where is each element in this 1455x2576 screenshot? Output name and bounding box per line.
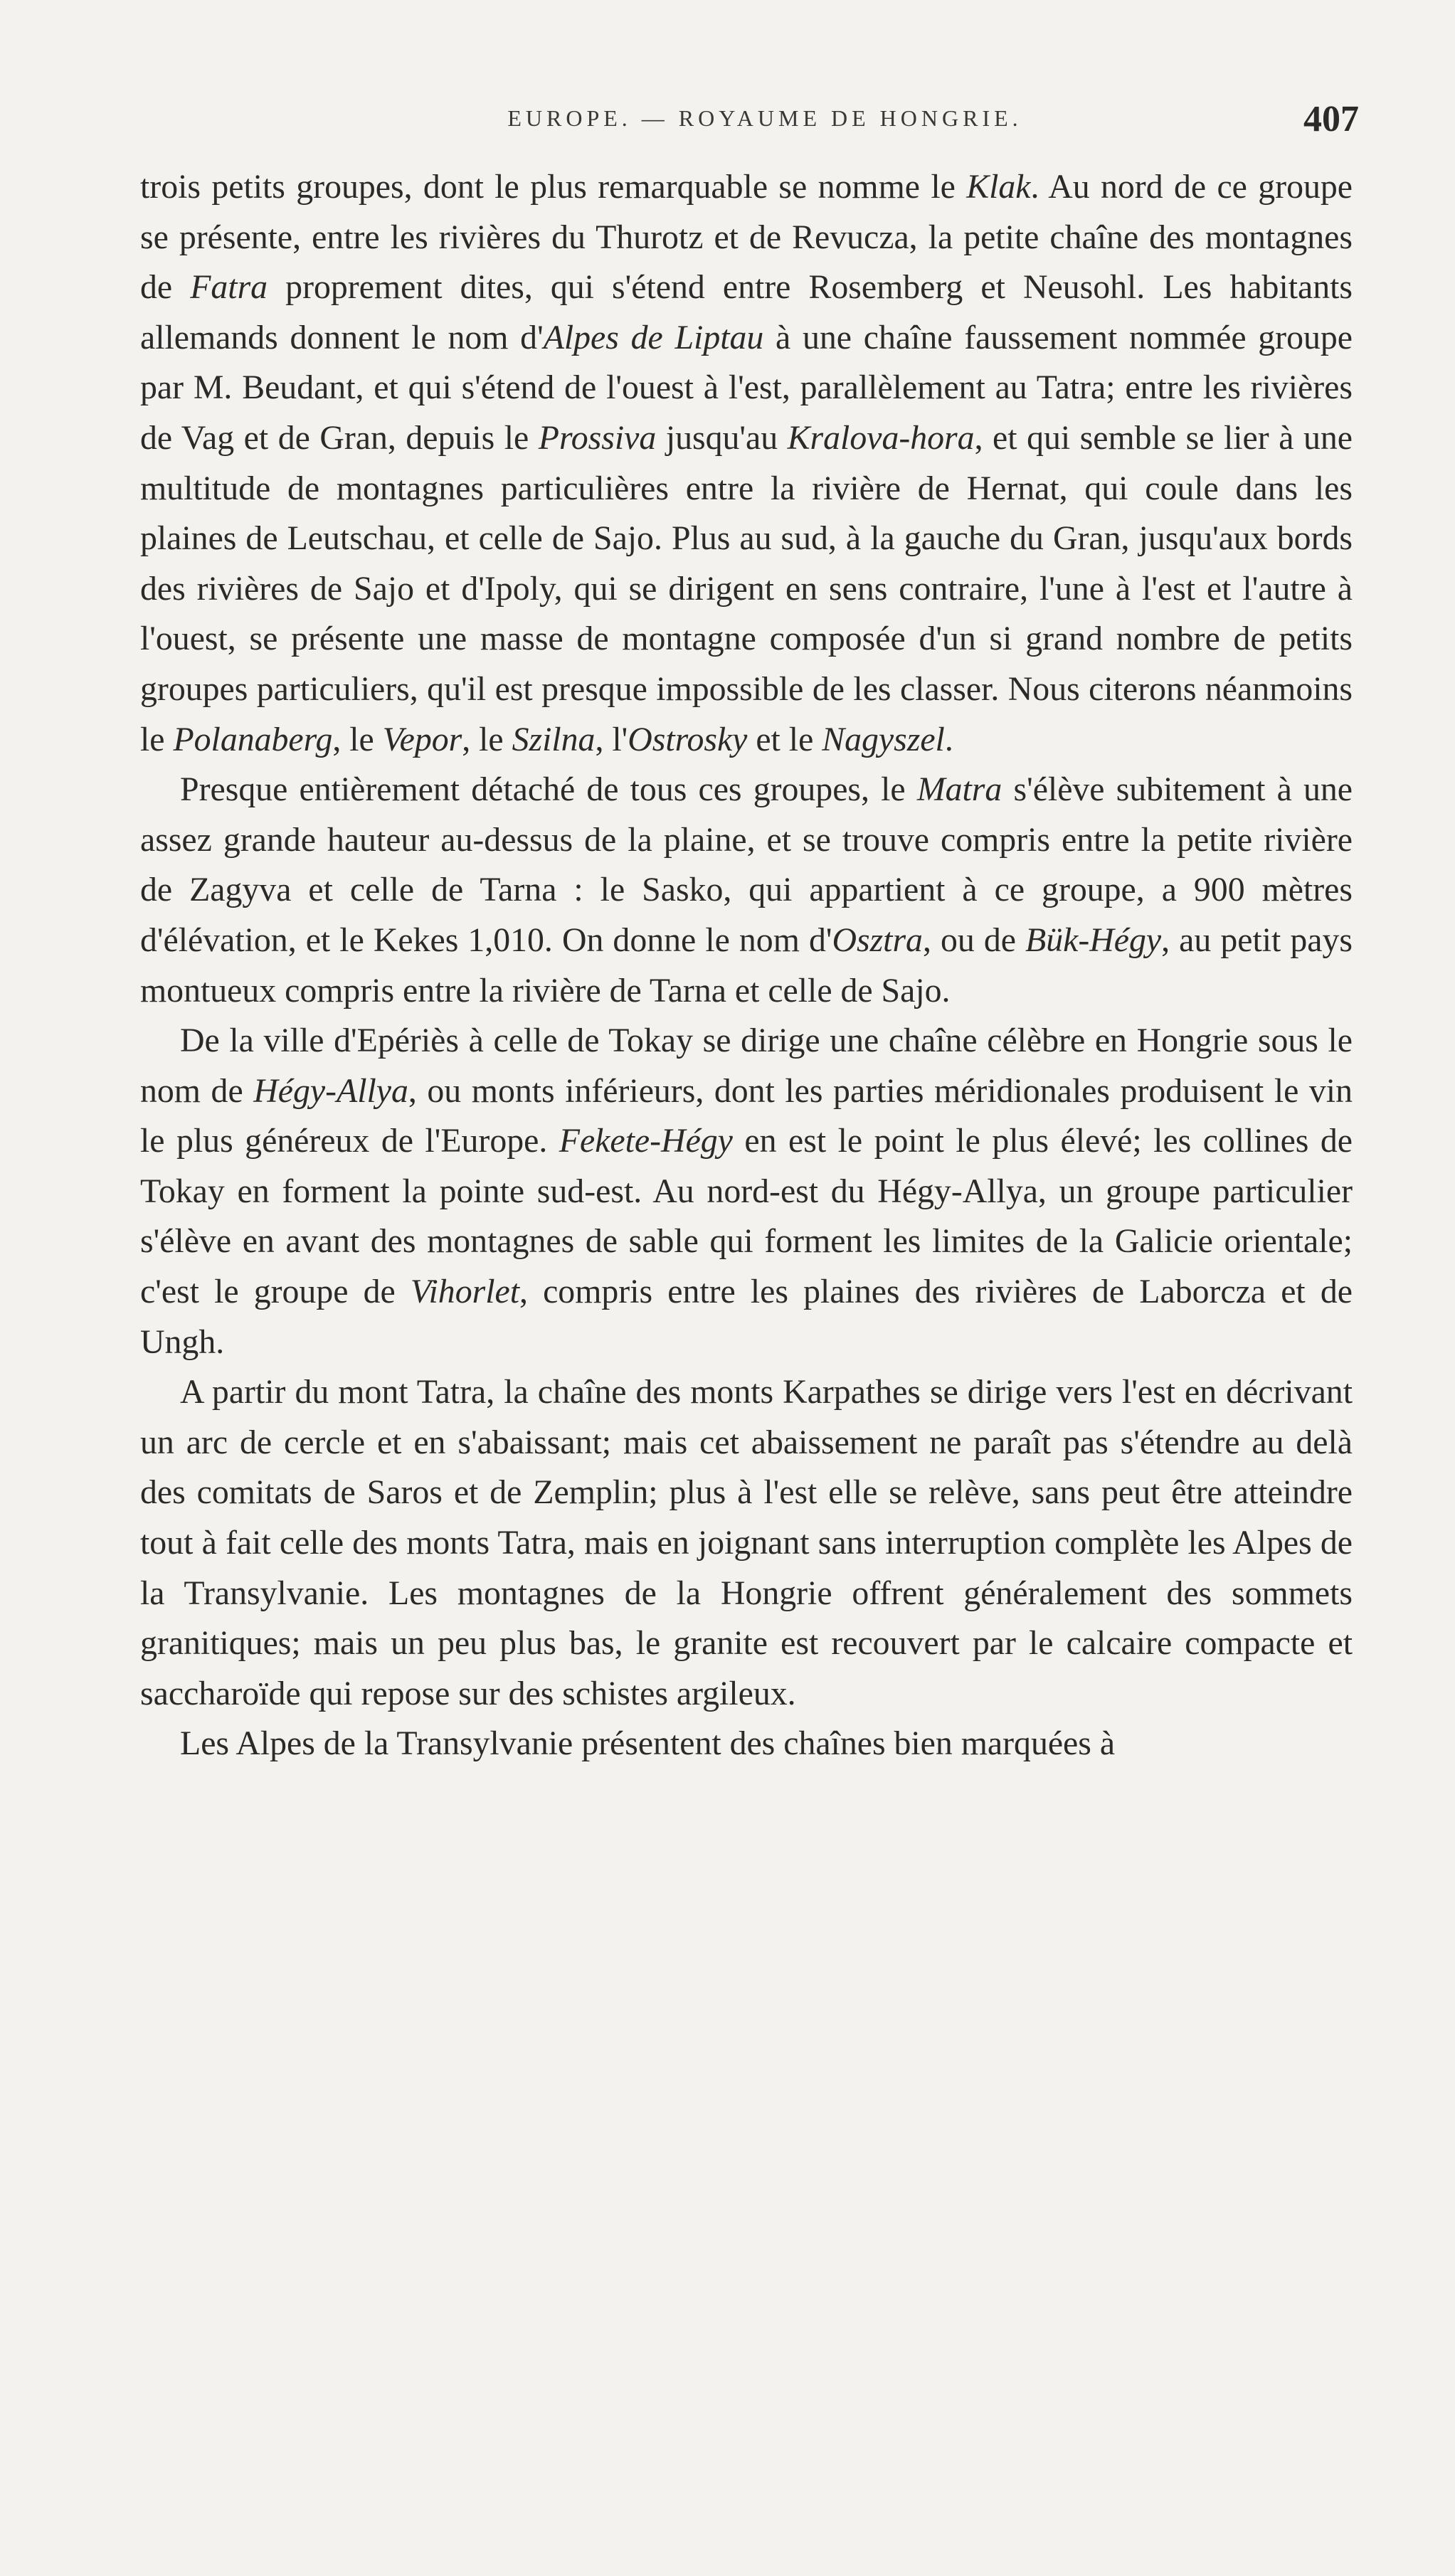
text-run: s'élève subitement à une assez grande hauteur au-dessus de la plaine, et se trouve compris entre la petite rivière de Zagyva et celle de Tarna : le Sasko, qui appartient à ce groupe, a 900 mètres d'élévation, et le Kekes 1,010. On donne le nom d'	[140, 770, 1353, 959]
body-text	[140, 162, 1353, 1769]
text-run: jusqu'au	[656, 418, 788, 457]
italic-term: Fatra	[190, 268, 268, 307]
running-title: EUROPE. — ROYAUME DE HONGRIE.	[507, 105, 1022, 131]
italic-term: Szilna	[512, 720, 596, 758]
italic-term: Kralova-hora	[787, 418, 975, 457]
text-run: .	[944, 720, 953, 758]
text-run: Les Alpes de la Transylvanie présentent des chaînes bien marquées à	[180, 1724, 1116, 1763]
paragraph	[140, 1016, 1353, 1367]
paragraph	[140, 765, 1353, 1016]
text-run: proprement dites, qui s'étend entre Rosemberg et Neusohl. Les habitants allemands donnent le nom d'	[140, 268, 1353, 356]
text-run: , ou monts inférieurs, dont les parties méridionales produisent le vin le plus généreux de l'Europe.	[140, 1071, 1353, 1160]
italic-term: Ostrosky	[628, 720, 748, 758]
text-run: trois petits groupes, dont le plus remarquable se nomme le	[140, 168, 967, 206]
text-run: , le	[332, 720, 383, 758]
italic-term: Fekete-Hégy	[559, 1122, 733, 1160]
text-run: , l'	[595, 720, 628, 758]
italic-term: Nagyszel	[822, 720, 945, 758]
italic-term: Polanaberg	[173, 720, 333, 758]
italic-term: Klak	[966, 168, 1031, 206]
text-run: De la ville d'Epériès à celle de Tokay se dirige une chaîne célèbre en Hongrie sous le nom de	[140, 1022, 1353, 1110]
text-run: , compris entre les plaines des rivières de Laborcza et de Ungh.	[140, 1273, 1353, 1361]
text-run: , et qui semble se lier à une multitude de montagnes particulières entre la rivière de Hernat, qui coule dans les plaines de Leutschau, et celle de Sajo. Plus au sud, à la gauche du Gran, jusqu'aux bords des rivières de Sajo et d'Ipoly, qui se dirigent en sens contraire, l'une à l'est et l'autre à l'ouest, se présente une masse de montagne composée d'un si grand nombre de petits groupes particuliers, qu'il est presque impossible de les classer. Nous citerons néanmoins le	[140, 418, 1353, 758]
italic-term: Alpes de Liptau	[543, 318, 764, 356]
paragraph	[140, 1367, 1353, 1719]
italic-term: Vihorlet	[410, 1273, 519, 1311]
text-run: A partir du mont Tatra, la chaîne des monts Karpathes se dirige vers l'est en décrivant un arc de cercle et en s'abaissant; mais cet abaissement ne paraît pas s'étendre au delà des comitats de Saros et de Zemplin; plus à l'est elle se relève, sans peut être atteindre tout à fait celle des monts Tatra, mais en joignant sans interruption complète les Alpes de la Transylvanie. Les montagnes de la Hongrie offrent généralement des sommets granitiques; mais un peu plus bas, le granite est recouvert par le calcaire compacte et saccharoïde qui repose sur des schistes argileux.	[140, 1373, 1353, 1712]
text-run: en est le point le plus élevé; les collines de Tokay en forment la pointe sud-est. Au nord-est du Hégy-Allya, un groupe particulier s'élève en avant des montagnes de sable qui forment les limites de la Galicie orientale; c'est le groupe de	[140, 1122, 1353, 1311]
italic-term: Vepor	[382, 720, 462, 758]
italic-term: Osztra	[832, 921, 923, 959]
running-head	[171, 98, 1359, 148]
text-run: , au petit pays montueux compris entre la rivière de Tarna et celle de Sajo.	[140, 921, 1353, 1009]
text-run: . Au nord de ce groupe se présente, entre les rivières du Thurotz et de Revucza, la petite chaîne des montagnes de	[140, 168, 1353, 307]
text-run: Presque entièrement détaché de tous ces groupes, le	[180, 770, 917, 809]
text-run: à une chaîne faussement nommée groupe par M. Beudant, et qui s'étend de l'ouest à l'est, parallèlement au Tatra; entre les rivières de Vag et de Gran, depuis le	[140, 318, 1353, 457]
italic-term: Prossiva	[538, 418, 657, 457]
paragraph	[140, 1719, 1353, 1769]
text-run: , le	[462, 720, 512, 758]
paragraph	[140, 162, 1353, 765]
text-run: et le	[747, 720, 822, 758]
page-number: 407	[1303, 99, 1359, 139]
text-run: , ou de	[922, 921, 1026, 959]
italic-term: Hégy-Allya	[253, 1071, 408, 1110]
italic-term: Bük-Hégy	[1025, 921, 1162, 959]
italic-term: Matra	[916, 770, 1002, 809]
